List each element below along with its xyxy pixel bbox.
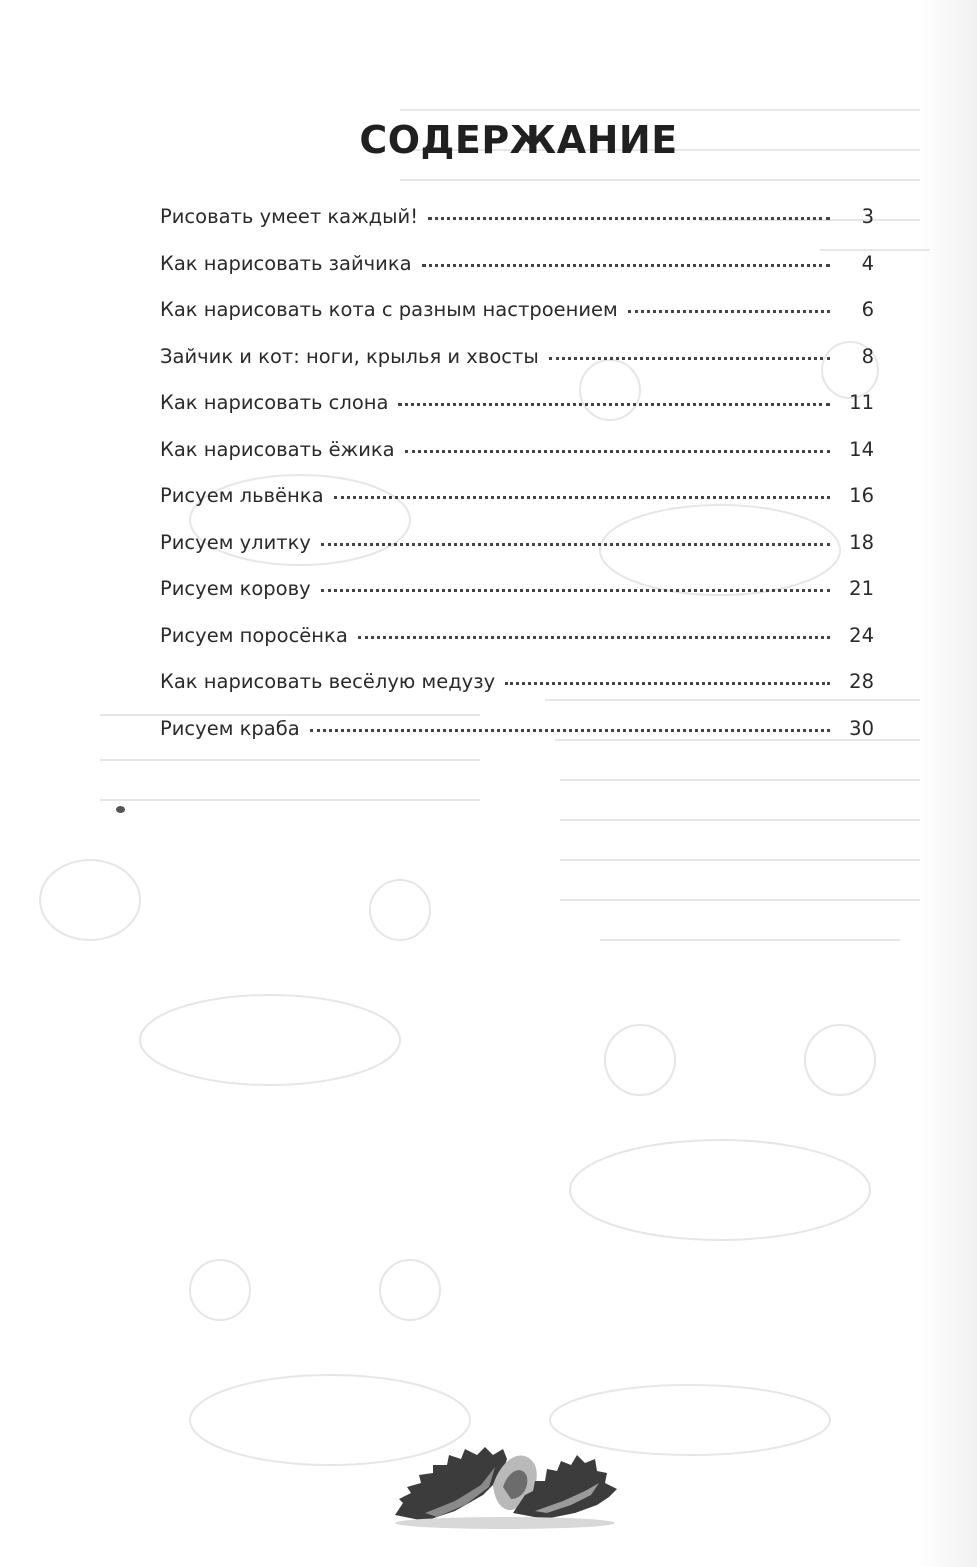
dot-leader bbox=[428, 217, 830, 220]
toc-entry-label: Рисуем улитку bbox=[160, 530, 311, 554]
toc-entry-label: Как нарисовать зайчика bbox=[160, 251, 412, 275]
toc-entry-page: 16 bbox=[849, 484, 874, 507]
toc-entry bbox=[160, 384, 874, 431]
dot-leader bbox=[549, 357, 830, 360]
dot-leader bbox=[334, 496, 830, 499]
dot-leader bbox=[628, 310, 830, 313]
toc-entry-label: Как нарисовать ёжика bbox=[160, 437, 395, 461]
dot-leader bbox=[422, 264, 830, 267]
dot-leader bbox=[398, 403, 830, 406]
toc-entry-page: 28 bbox=[849, 670, 874, 693]
toc-entry bbox=[160, 338, 874, 385]
toc-entry-label: Рисовать умеет каждый! bbox=[160, 205, 419, 228]
toc-entry-page: 21 bbox=[849, 577, 874, 600]
toc-entry bbox=[160, 477, 874, 524]
table-of-contents bbox=[160, 198, 874, 756]
toc-entry bbox=[160, 617, 874, 664]
toc-entry bbox=[160, 198, 874, 245]
toc-entry-label: Рисуем корову bbox=[160, 577, 311, 600]
ink-speck bbox=[116, 806, 125, 813]
toc-entry-page: 14 bbox=[849, 437, 874, 461]
toc-entry-page: 6 bbox=[861, 298, 874, 321]
dot-leader bbox=[310, 729, 830, 732]
toc-entry-page: 8 bbox=[861, 344, 874, 368]
toc-entry-label: Рисуем львёнка bbox=[160, 484, 324, 507]
toc-entry-page: 4 bbox=[861, 251, 874, 275]
dot-leader bbox=[405, 450, 830, 453]
toc-entry-page: 18 bbox=[849, 530, 874, 554]
pencil-shavings-icon bbox=[385, 1425, 625, 1530]
toc-entry bbox=[160, 524, 874, 571]
page-title: СОДЕРЖАНИЕ bbox=[359, 118, 678, 162]
toc-entry-page: 24 bbox=[849, 623, 874, 647]
toc-entry bbox=[160, 663, 874, 710]
toc-entry-label: Рисуем поросёнка bbox=[160, 623, 348, 647]
dot-leader bbox=[321, 589, 830, 592]
toc-entry-label: Зайчик и кот: ноги, крылья и хвосты bbox=[160, 344, 539, 368]
toc-entry bbox=[160, 291, 874, 338]
toc-entry-label: Как нарисовать кота с разным настроением bbox=[160, 298, 618, 321]
toc-entry bbox=[160, 245, 874, 292]
toc-entry bbox=[160, 431, 874, 478]
toc-entry-label: Рисуем краба bbox=[160, 716, 300, 740]
toc-entry-page: 11 bbox=[849, 391, 874, 414]
toc-entry-label: Как нарисовать весёлую медузу bbox=[160, 670, 496, 693]
toc-entry-page: 3 bbox=[861, 205, 874, 228]
toc-entry bbox=[160, 710, 874, 757]
dot-leader bbox=[358, 636, 830, 639]
dot-leader bbox=[505, 682, 830, 685]
dot-leader bbox=[321, 543, 830, 546]
toc-entry-page: 30 bbox=[849, 716, 874, 740]
toc-entry bbox=[160, 570, 874, 617]
toc-entry-label: Как нарисовать слона bbox=[160, 391, 389, 414]
